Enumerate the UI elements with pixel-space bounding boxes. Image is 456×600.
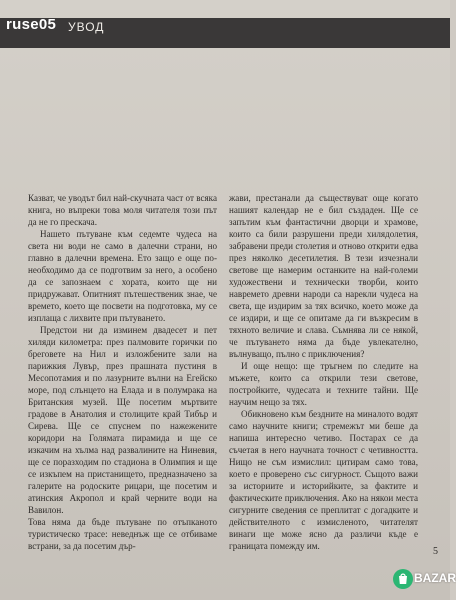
paragraph: Обикновено към бездните на миналото водят само научните книги; стремежът ми беше да напиша интересно четиво. Постарах се да съчетая в него научната точност с четивността. Нищо не съм измислил: цитирам само това, което е проверено със сигурност. Същото важи за историите и историйките, за фактите и фактическите приключения. Ако на някои места сигурните сведения се преплитат с догадките и действителното с измисленото, читателят винаги ще може ясно да различи къде е границата помежду им.	[229, 409, 418, 551]
paragraph: Казват, че уводът бил най-скучната част от всяка книга, но въпреки това моля читателя този път да не го прескача.	[28, 193, 217, 227]
page-number: 5	[433, 546, 438, 557]
watermark-text: ruse05	[6, 16, 57, 33]
right-text-column	[229, 192, 418, 552]
left-text-column	[28, 192, 217, 552]
paragraph: Нашето пътуване към седемте чудеса на света ни води не само в далечни страни, но главно в далечни времена. Ето защо е още по-необходимо да се подготвим за него, а особено да се запознаем с хората, които ще ни придружават. Опитният пътешественик знае, че времето, което ще посвети на подготовка, му се изплаща с лихвите при пътуването.	[28, 229, 217, 323]
chapter-title: УВОД	[68, 20, 105, 34]
bazar-logo	[392, 566, 456, 592]
bazar-logo-text: BAZAR	[414, 571, 456, 585]
watermark-logo	[6, 16, 56, 34]
paragraph: Това няма да бъде пътуване по отъпканото туристическо трасе: неведнъж ще се отбиваме встрани, за да посетим дър-	[28, 517, 217, 551]
paragraph: И още нещо: ще тръгнем по следите на мъжете, които са открили тези светове, постройките, чудесата и техните тайни. Ще научим нещо за тях.	[229, 361, 418, 407]
bazar-bag-icon	[392, 568, 414, 590]
paragraph: Предстои ни да изминем двадесет и пет хиляди километра: през палмовите горички по бреговете на Нил и изложбените зали на парижкия Лувър, през прашната пустиня в Месопотамия и по лазурните вълни на Егейско море, под слънцето на Елада и в полумрака на Британския музей. Ще посетим мъртвите градове в Анатолия и столиците край Тибър и Сирева. Ще се спуснем по нажежените коридори на Голямата пирамида и ще се изкачим на хълма над развалините на Ниневия, ще се поразходим по стадиона в Олимпия и ще се изкъпем на пристанището, предназначено за галерите на родоските рицари, ще посетим и атинския Акропол и край черните води на Вавилон.	[28, 325, 217, 515]
paragraph: жави, престанали да съществуват още когато нашият календар не е бил създаден. Ще се запътим към фантастични дворци и храмове, които са били разрушени преди хилядолетия, забравени преди столетия и отново открити едва през няколко десетилетия. В тези изчезнали светове ще намерим останките на най-големи художествени и технически творби, които навремето древни народи са нарекли чудеса на света, ще издирим за тях всичко, което може да се издири, и ще се опитаме да ги възкресим в тяхното величие и слава. Съмнява ли се някой, че пътуването няма да бъде увлекателно, вълнуващо, пълно с приключения?	[229, 193, 418, 359]
